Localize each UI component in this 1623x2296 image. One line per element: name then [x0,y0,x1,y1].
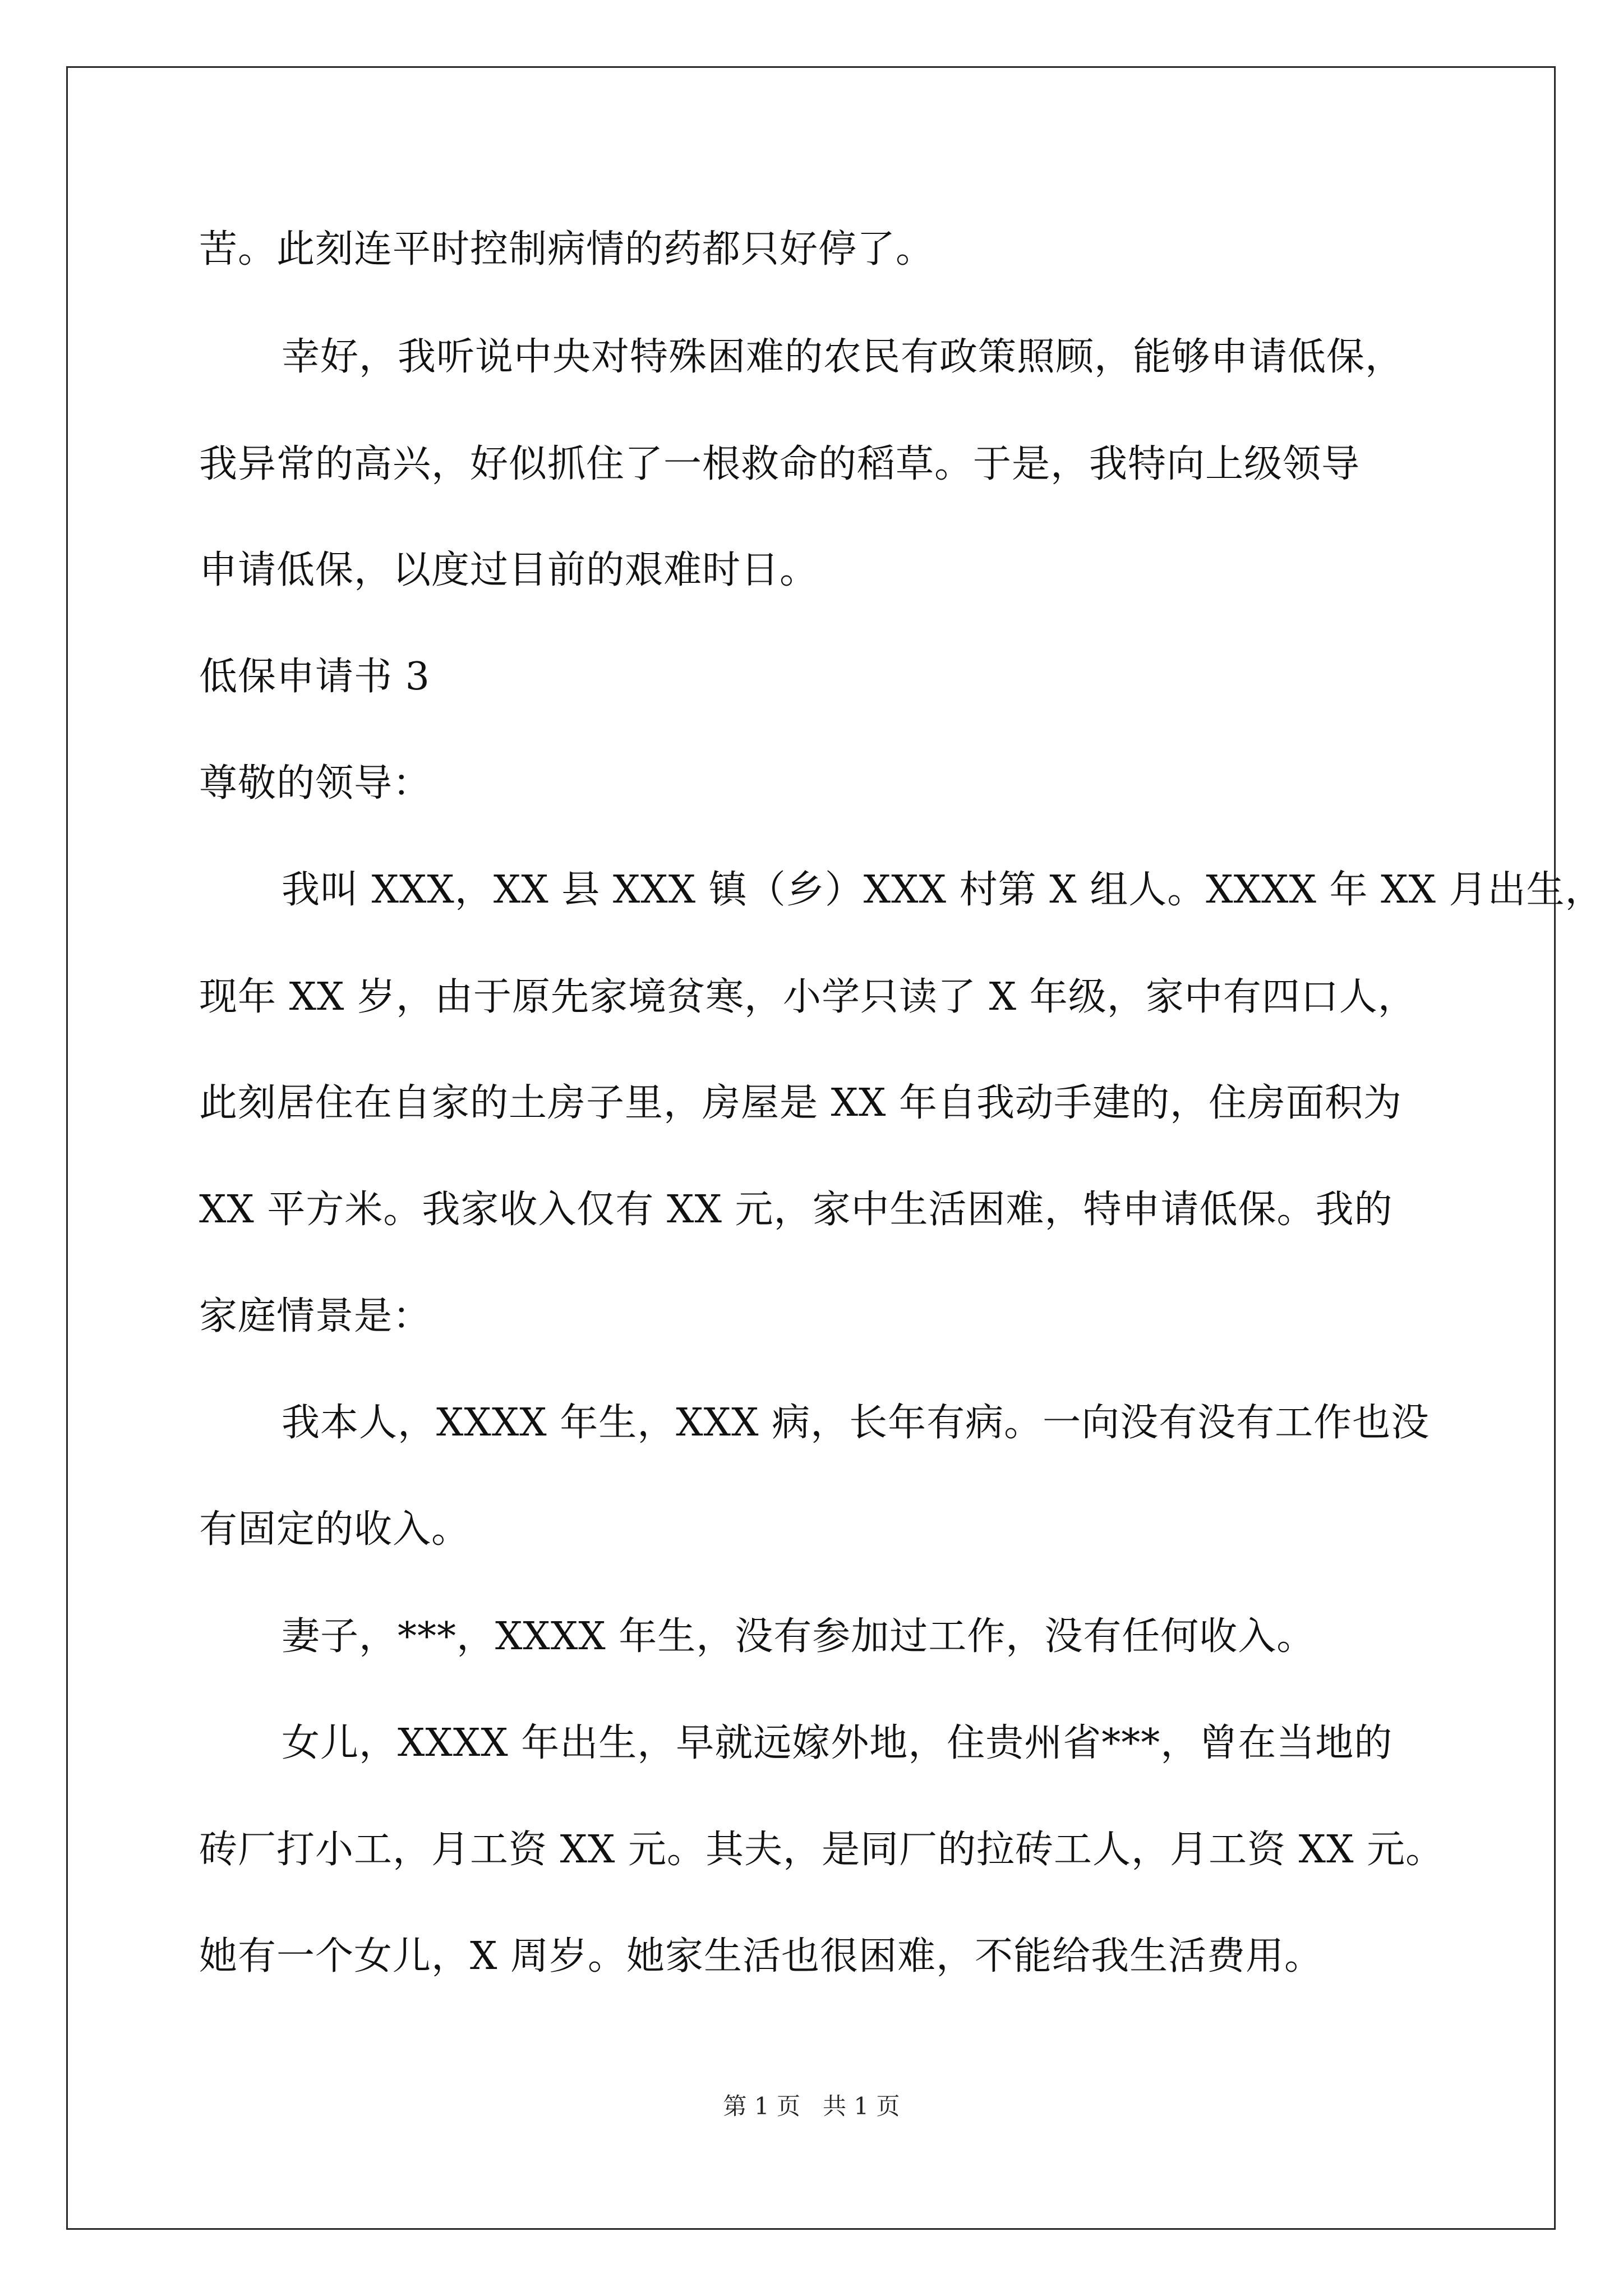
paragraph-line: 家庭情景是： [199,1294,432,1338]
paragraph-line: 妻子，***，XXXX 年生，没有参加过工作，没有任何收入。 [282,1614,1316,1659]
paragraph-line: 有固定的收入。 [199,1507,471,1552]
paragraph-line: 我本人，XXXX 年生，XXX 病，长年有病。一向没有没有工作也没 [282,1401,1430,1445]
paragraph-line: 砖厂打小工，月工资 XX 元。其夫，是同厂的拉砖工人，月工资 XX 元。 [199,1828,1445,1872]
paragraph-line: 我异常的高兴，好似抓住了一根救命的稻草。于是，我特向上级领导 [199,442,1361,486]
page-number-footer: 第 1 页 共 1 页 [723,2092,900,2120]
paragraph-line: 此刻居住在自家的土房子里，房屋是 XX 年自我动手建的，住房面积为 [199,1081,1403,1125]
section-heading: 低保申请书 3 [199,655,430,699]
paragraph-line: 女儿，XXXX 年出生，早就远嫁外地，住贵州省***，曾在当地的 [282,1721,1393,1765]
paragraph-line: XX 平方米。我家收入仅有 XX 元，家中生活困难，特申请低保。我的 [199,1188,1393,1232]
paragraph-line: 现年 XX 岁，由于原先家境贫寒，小学只读了 X 年级，家中有四口人， [199,975,1417,1019]
paragraph-line: 她有一个女儿，X 周岁。她家生活也很困难，不能给我生活费用。 [199,1934,1324,1978]
salutation: 尊敬的领导： [199,761,432,806]
paragraph-line: 苦。此刻连平时控制病情的药都只好停了。 [199,227,935,272]
page-border [66,66,1556,2230]
paragraph-line: 我叫 XXX，XX 县 XXX 镇（乡）XXX 村第 X 组人。XXXX 年 XX 月出生， [282,868,1604,912]
paragraph-line: 幸好，我听说中央对特殊困难的农民有政策照顾，能够申请低保， [282,335,1404,379]
paragraph-line: 申请低保，以度过目前的艰难时日。 [199,548,819,592]
